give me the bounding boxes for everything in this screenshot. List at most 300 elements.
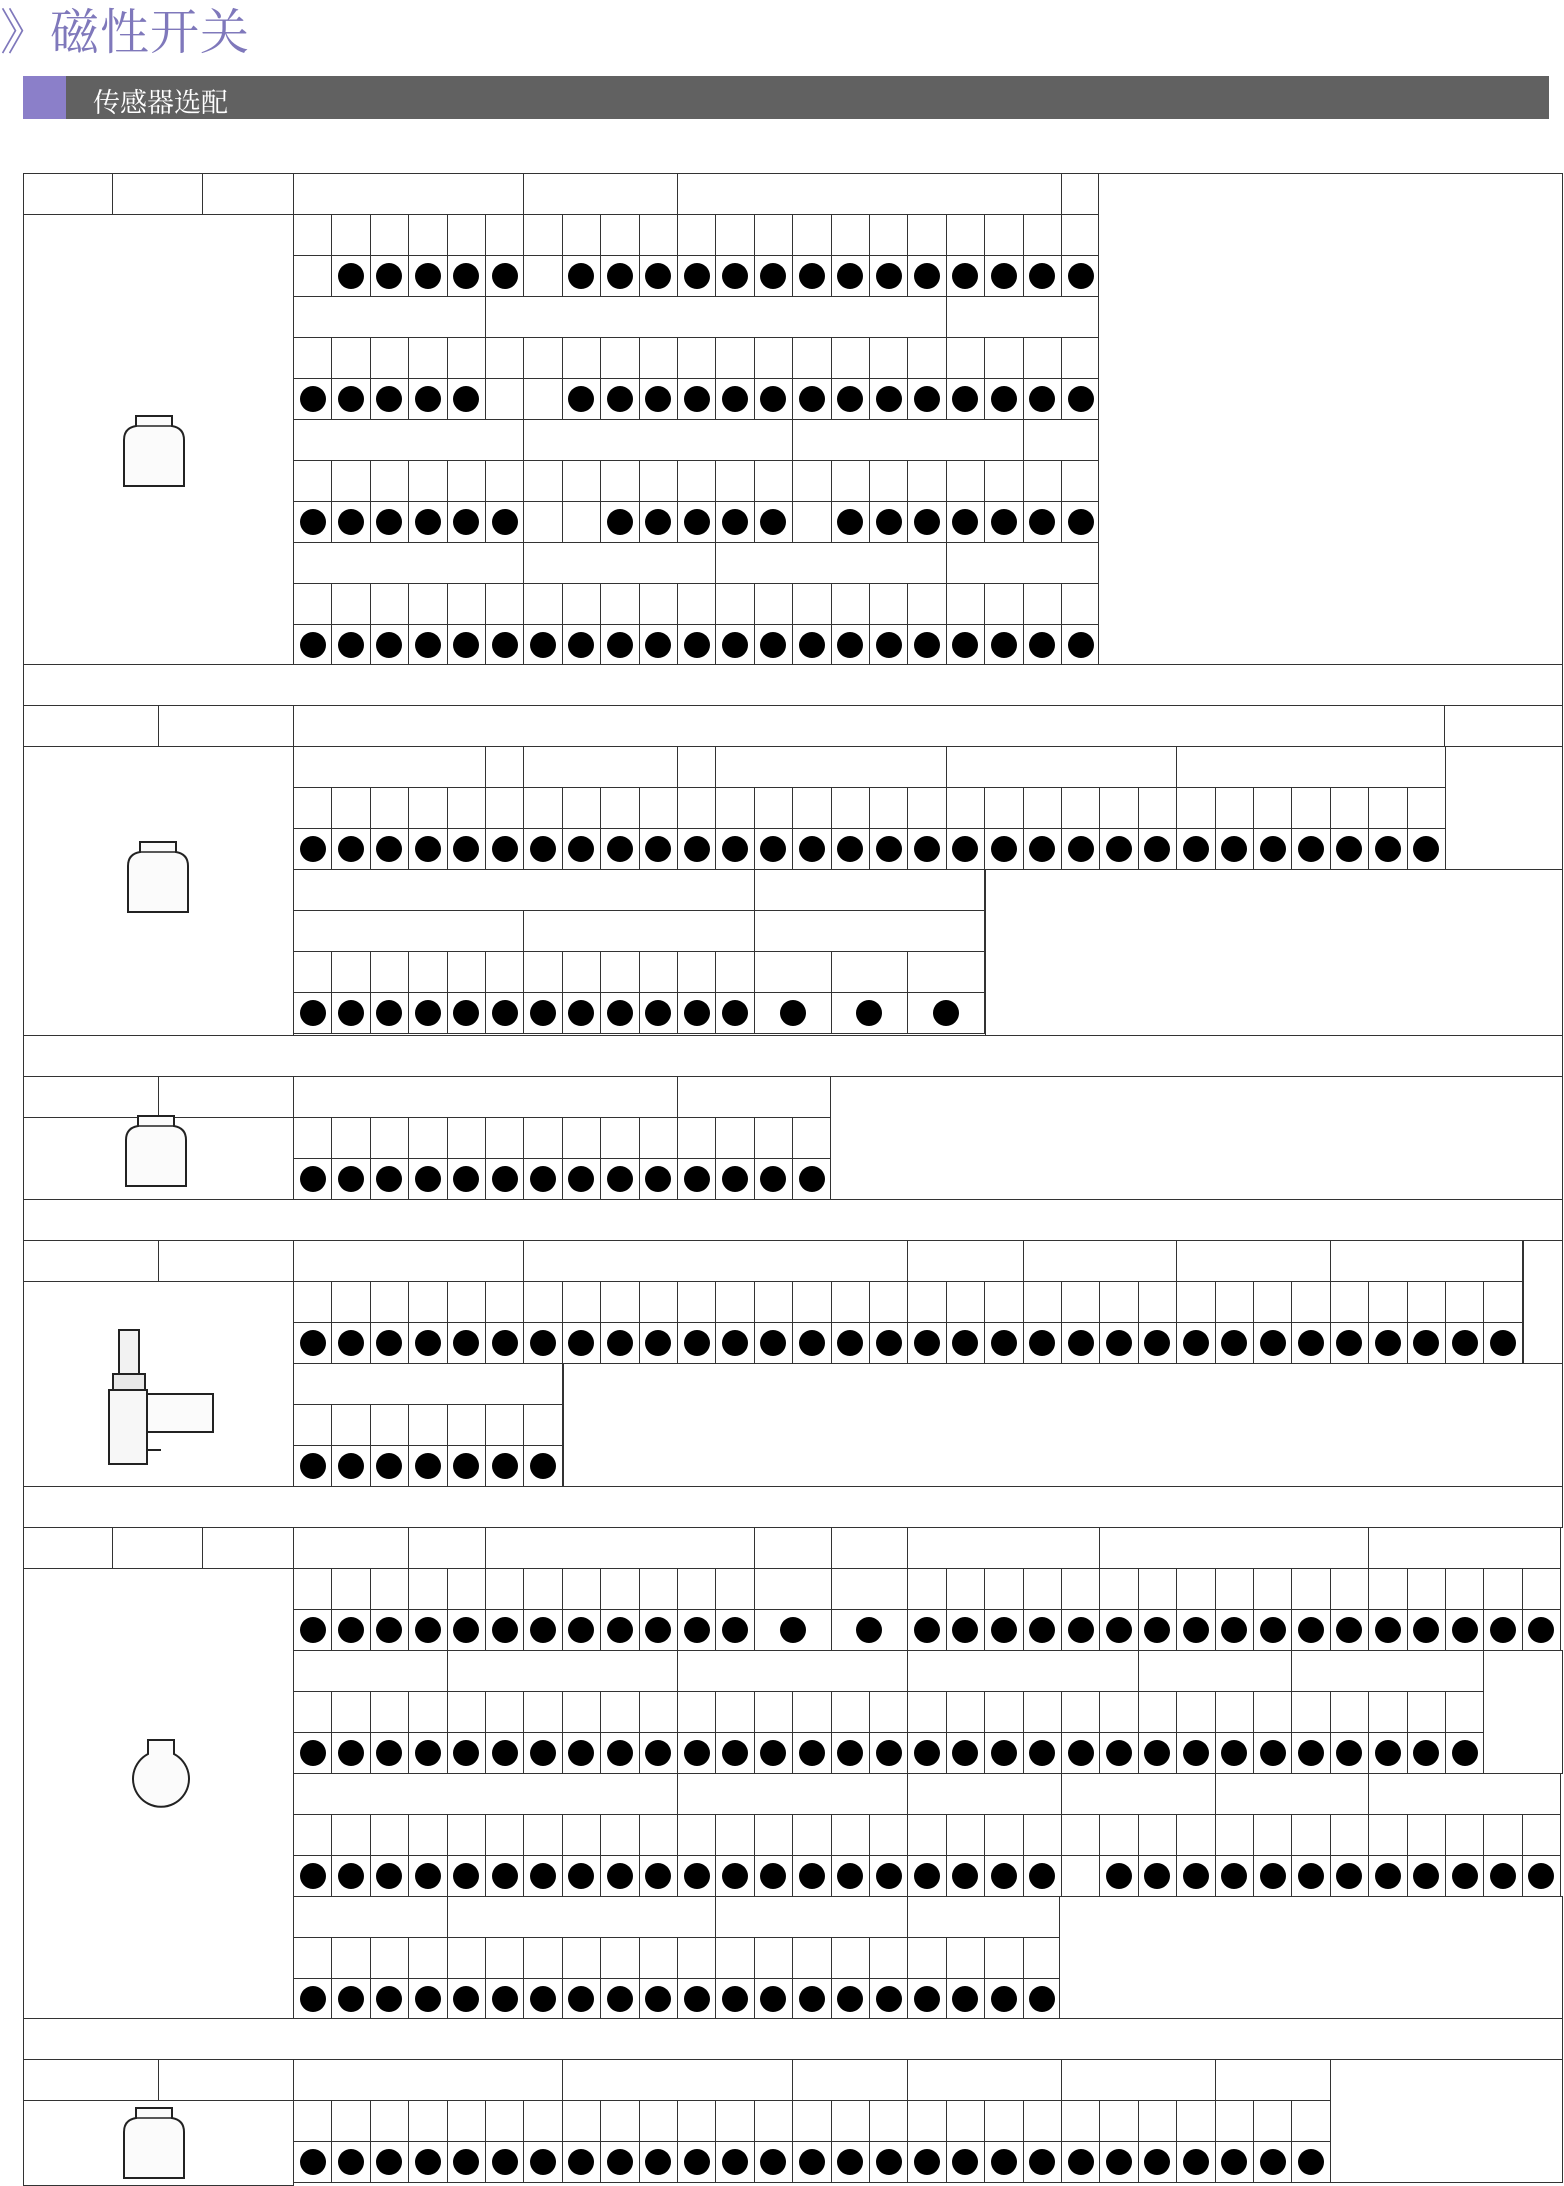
compatibility-cell: [293, 828, 332, 870]
compatibility-dot: [376, 386, 402, 412]
bore-size-cell: [984, 337, 1023, 379]
bore-size-cell: [1522, 1814, 1561, 1856]
compatibility-dot: [415, 1863, 441, 1889]
bore-size-cell: [485, 1117, 524, 1159]
bore-size-cell: [293, 951, 332, 993]
bore-size-cell: [1407, 1691, 1446, 1733]
compatibility-cell: [639, 255, 678, 297]
compatibility-cell: [715, 1978, 754, 2020]
bore-size-cell: [907, 951, 985, 993]
model-group-header: [1061, 1773, 1216, 1815]
compatibility-cell: [331, 501, 370, 543]
compatibility-dot: [952, 836, 978, 862]
bore-size-cell: [677, 951, 716, 993]
bore-size-cell: [639, 583, 678, 625]
compatibility-cell: [485, 992, 524, 1034]
bore-size-cell: [792, 1117, 831, 1159]
bore-size-cell: [485, 337, 524, 379]
compatibility-cell: [447, 624, 486, 666]
compatibility-dot: [645, 1166, 671, 1192]
compatibility-cell: [1407, 1732, 1446, 1774]
bore-size-cell: [754, 1568, 832, 1610]
compatibility-dot: [1336, 1617, 1362, 1643]
compatibility-dot: [645, 1740, 671, 1766]
bore-size-cell: [946, 337, 985, 379]
compatibility-dot: [1221, 836, 1247, 862]
bore-size-cell: [523, 337, 562, 379]
compatibility-cell: [984, 255, 1023, 297]
model-group-header: [293, 910, 524, 952]
compatibility-dot: [1260, 2149, 1286, 2175]
compatibility-dot: [684, 836, 710, 862]
compatibility-dot: [1260, 1740, 1286, 1766]
compatibility-cell: [907, 1609, 946, 1651]
compatibility-cell: [715, 1855, 754, 1897]
compatibility-dot: [760, 1863, 786, 1889]
compatibility-dot: [684, 386, 710, 412]
compatibility-dot: [760, 1740, 786, 1766]
compatibility-dot: [991, 836, 1017, 862]
model-group-header: [1368, 1773, 1561, 1815]
compatibility-cell: [639, 1158, 678, 1200]
compatibility-cell: [946, 1609, 985, 1651]
bore-size-cell: [331, 214, 370, 256]
material-header: [293, 705, 1445, 747]
bore-size-cell: [831, 214, 870, 256]
compatibility-dot: [530, 1453, 556, 1479]
compatibility-cell: [447, 1158, 486, 1200]
compatibility-dot: [799, 1863, 825, 1889]
compatibility-dot: [1336, 1863, 1362, 1889]
compatibility-dot: [300, 1740, 326, 1766]
compatibility-dot: [1068, 386, 1094, 412]
bore-size-cell: [677, 214, 716, 256]
bore-size-cell: [984, 460, 1023, 502]
compatibility-cell: [754, 1158, 793, 1200]
bore-size-cell: [600, 1117, 639, 1159]
compatibility-dot: [684, 1740, 710, 1766]
bore-size-cell: [1138, 2100, 1177, 2142]
bore-size-cell: [1176, 2100, 1215, 2142]
compatibility-cell: [869, 2141, 908, 2183]
compatibility-dot: [300, 386, 326, 412]
compatibility-cell: [293, 1732, 332, 1774]
compatibility-cell: [907, 255, 946, 297]
compatibility-cell: [639, 1322, 678, 1364]
bore-size-cell: [639, 951, 678, 993]
bore-size-cell: [1138, 1814, 1177, 1856]
compatibility-dot: [684, 1863, 710, 1889]
bore-size-cell: [485, 583, 524, 625]
compatibility-dot: [837, 1986, 863, 2012]
compatibility-dot: [338, 1453, 364, 1479]
bore-size-cell: [715, 951, 754, 993]
compatibility-cell: [754, 1978, 793, 2020]
compatibility-cell: [754, 1855, 793, 1897]
compatibility-dot: [607, 263, 633, 289]
bore-size-cell: [1253, 2100, 1292, 2142]
bore-size-cell: [1291, 787, 1330, 829]
compatibility-dot: [952, 263, 978, 289]
sensor-round-icon: [130, 1738, 192, 1812]
compatibility-cell: [485, 378, 524, 420]
bore-size-cell: [1099, 1814, 1138, 1856]
bore-size-cell: [1368, 1691, 1407, 1733]
bore-size-cell: [523, 787, 562, 829]
compatibility-dot: [933, 1000, 959, 1026]
compatibility-dot: [376, 1740, 402, 1766]
compatibility-cell: [1291, 2141, 1330, 2183]
bore-size-cell: [1138, 1281, 1177, 1323]
bore-size-cell: [408, 583, 447, 625]
bore-size-cell: [447, 1568, 486, 1610]
bore-size-cell: [600, 214, 639, 256]
compatibility-dot: [376, 1617, 402, 1643]
bore-size-cell: [1330, 1691, 1369, 1733]
compatibility-dot: [1029, 2149, 1055, 2175]
bore-size-cell: [562, 787, 601, 829]
compatibility-dot: [530, 1986, 556, 2012]
compatibility-dot: [1298, 1617, 1324, 1643]
compatibility-cell: [1330, 1855, 1369, 1897]
compatibility-cell: [754, 255, 793, 297]
compatibility-cell: [946, 255, 985, 297]
compatibility-cell: [677, 255, 716, 297]
compatibility-cell: [984, 1322, 1023, 1364]
model-group-header: [447, 1896, 717, 1938]
compatibility-cell: [1253, 1855, 1292, 1897]
bore-size-cell: [1023, 1691, 1062, 1733]
compatibility-dot: [1336, 1740, 1362, 1766]
bore-size-cell: [639, 1814, 678, 1856]
bore-size-cell: [715, 1814, 754, 1856]
compatibility-cell: [869, 1322, 908, 1364]
bore-size-cell: [1061, 1281, 1100, 1323]
compatibility-dot: [1144, 1740, 1170, 1766]
compatibility-cell: [639, 992, 678, 1034]
compatibility-cell: [1483, 1322, 1522, 1364]
bore-size-cell: [1291, 1281, 1330, 1323]
compatibility-dot: [1068, 2149, 1094, 2175]
compatibility-dot: [914, 1617, 940, 1643]
compatibility-cell: [1445, 1732, 1484, 1774]
model-group-header: [523, 173, 678, 215]
compatibility-cell: [1330, 828, 1369, 870]
compatibility-dot: [568, 1166, 594, 1192]
compatibility-dot: [453, 1330, 479, 1356]
bore-size-cell: [1176, 1568, 1215, 1610]
bore-size-cell: [677, 1281, 716, 1323]
compatibility-dot: [952, 1330, 978, 1356]
bore-size-cell: [1291, 2100, 1330, 2142]
compatibility-dot: [837, 632, 863, 658]
bore-size-cell: [715, 214, 754, 256]
bore-size-cell: [523, 1691, 562, 1733]
bore-size-cell: [831, 1937, 870, 1979]
bore-size-cell: [600, 1281, 639, 1323]
bore-size-cell: [677, 1814, 716, 1856]
compatibility-dot: [1068, 509, 1094, 535]
compatibility-cell: [984, 828, 1023, 870]
model-group-header: [293, 1240, 524, 1282]
compatibility-cell: [1291, 1322, 1330, 1364]
bore-size-cell: [677, 1568, 716, 1610]
bore-size-cell: [485, 1404, 524, 1446]
compatibility-dot: [1375, 1330, 1401, 1356]
model-group-header: [715, 746, 946, 788]
bore-size-cell: [1368, 1814, 1407, 1856]
compatibility-dot: [799, 1166, 825, 1192]
bore-size-cell: [1023, 1814, 1062, 1856]
compatibility-dot: [952, 632, 978, 658]
compatibility-cell: [754, 2141, 793, 2183]
compatibility-dot: [415, 386, 441, 412]
compatibility-dot: [952, 2149, 978, 2175]
compatibility-dot: [760, 632, 786, 658]
compatibility-cell: [639, 378, 678, 420]
bore-size-cell: [907, 1937, 946, 1979]
bore-size-cell: [1253, 1691, 1292, 1733]
compatibility-cell: [754, 1322, 793, 1364]
series-header-cmsj: [158, 1240, 294, 1282]
bore-size-cell: [907, 583, 946, 625]
bore-size-cell: [370, 1281, 409, 1323]
compatibility-dot: [338, 1330, 364, 1356]
compatibility-cell: [792, 501, 831, 543]
compatibility-cell: [485, 828, 524, 870]
compatibility-cell: [485, 1158, 524, 1200]
model-group-header: [485, 1527, 755, 1569]
compatibility-cell: [1215, 2141, 1254, 2183]
compatibility-dot: [914, 1330, 940, 1356]
compatibility-cell: [1368, 1322, 1407, 1364]
compatibility-dot: [914, 2149, 940, 2175]
compatibility-dot: [914, 386, 940, 412]
compatibility-dot: [415, 1330, 441, 1356]
compatibility-dot: [856, 1000, 882, 1026]
compatibility-cell: [1253, 2141, 1292, 2183]
compatibility-cell: [331, 1445, 370, 1487]
bore-size-cell: [1407, 1814, 1446, 1856]
bore-size-cell: [370, 1404, 409, 1446]
bore-size-cell: [792, 1281, 831, 1323]
model-group-header: [1023, 1240, 1178, 1282]
bore-size-cell: [1483, 1568, 1522, 1610]
bore-size-cell: [600, 1568, 639, 1610]
bore-size-cell: [831, 1814, 870, 1856]
compatibility-cell: [754, 501, 793, 543]
bore-size-cell: [639, 1281, 678, 1323]
bore-size-cell: [600, 1814, 639, 1856]
compatibility-cell: [1215, 828, 1254, 870]
empty-cell: [1523, 1240, 1563, 1364]
compatibility-cell: [831, 1609, 909, 1651]
compatibility-cell: [639, 624, 678, 666]
empty-cell: [1483, 1650, 1563, 1774]
bore-size-cell: [792, 460, 831, 502]
bore-size-cell: [831, 460, 870, 502]
compatibility-cell: [1138, 1322, 1177, 1364]
compatibility-cell: [1483, 1855, 1522, 1897]
bore-size-cell: [523, 1404, 562, 1446]
bore-size-cell: [1407, 787, 1446, 829]
model-group-header: [907, 1896, 1062, 1938]
bore-size-cell: [562, 1691, 601, 1733]
compatibility-cell: [907, 992, 985, 1034]
bore-size-cell: [1330, 1568, 1369, 1610]
compatibility-dot: [1375, 1863, 1401, 1889]
compatibility-cell: [523, 2141, 562, 2183]
compatibility-cell: [715, 992, 754, 1034]
compatibility-dot: [376, 1986, 402, 2012]
model-group-header: [1061, 2059, 1216, 2101]
compatibility-cell: [1176, 828, 1215, 870]
compatibility-cell: [600, 378, 639, 420]
bore-size-cell: [639, 2100, 678, 2142]
compatibility-dot: [415, 1000, 441, 1026]
bore-size-cell: [754, 1814, 793, 1856]
series-header-cmsg: [158, 705, 294, 747]
compatibility-cell: [1023, 378, 1062, 420]
compatibility-cell: [331, 992, 370, 1034]
compatibility-cell: [715, 1732, 754, 1774]
bore-size-cell: [792, 787, 831, 829]
bore-size-cell: [1368, 1568, 1407, 1610]
compatibility-cell: [1215, 1732, 1254, 1774]
bore-size-cell: [447, 214, 486, 256]
compatibility-dot: [300, 509, 326, 535]
compatibility-cell: [1061, 1322, 1100, 1364]
compatibility-dot: [607, 1166, 633, 1192]
compatibility-cell: [869, 501, 908, 543]
series-header-emsh: [202, 1527, 294, 1569]
compatibility-dot: [453, 509, 479, 535]
compatibility-cell: [562, 1855, 601, 1897]
compatibility-cell: [485, 1855, 524, 1897]
compatibility-dot: [376, 509, 402, 535]
bore-size-cell: [1483, 1814, 1522, 1856]
bore-size-cell: [562, 337, 601, 379]
compatibility-cell: [331, 1158, 370, 1200]
compatibility-dot: [914, 1863, 940, 1889]
compatibility-dot: [453, 2149, 479, 2175]
compatibility-cell: [408, 1322, 447, 1364]
bore-size-cell: [485, 951, 524, 993]
compatibility-cell: [715, 1158, 754, 1200]
compatibility-dot: [415, 1166, 441, 1192]
compatibility-cell: [639, 2141, 678, 2183]
compatibility-dot: [1106, 1863, 1132, 1889]
bore-size-cell: [907, 337, 946, 379]
bore-size-cell: [562, 583, 601, 625]
bore-size-cell: [370, 583, 409, 625]
model-group-header: [754, 1527, 832, 1569]
bore-size-cell: [1023, 1281, 1062, 1323]
compatibility-cell: [1138, 2141, 1177, 2183]
bore-size-cell: [1215, 1281, 1254, 1323]
compatibility-dot: [760, 2149, 786, 2175]
bore-size-cell: [831, 337, 870, 379]
compatibility-cell: [1330, 1732, 1369, 1774]
empty-cell: [1445, 746, 1563, 870]
compatibility-cell: [715, 1322, 754, 1364]
compatibility-dot: [415, 836, 441, 862]
compatibility-cell: [370, 828, 409, 870]
compatibility-dot: [1375, 1740, 1401, 1766]
bore-size-cell: [447, 1814, 486, 1856]
compatibility-dot: [722, 1617, 748, 1643]
compatibility-cell: [370, 255, 409, 297]
bore-size-cell: [869, 787, 908, 829]
compatibility-dot: [1452, 1330, 1478, 1356]
compatibility-cell: [293, 1445, 332, 1487]
compatibility-cell: [984, 1855, 1023, 1897]
bore-size-cell: [293, 583, 332, 625]
compatibility-cell: [715, 255, 754, 297]
bore-size-cell: [562, 2100, 601, 2142]
compatibility-cell: [946, 1732, 985, 1774]
compatibility-dot: [837, 836, 863, 862]
compatibility-dot: [338, 509, 364, 535]
compatibility-cell: [907, 378, 946, 420]
compatibility-cell: [1291, 828, 1330, 870]
compatibility-dot: [607, 1000, 633, 1026]
bore-size-cell: [447, 460, 486, 502]
bore-size-cell: [754, 1691, 793, 1733]
compatibility-dot: [684, 2149, 710, 2175]
compatibility-cell: [1368, 1732, 1407, 1774]
compatibility-cell: [562, 501, 601, 543]
compatibility-dot: [492, 1453, 518, 1479]
compatibility-dot: [530, 1863, 556, 1889]
bore-size-cell: [1291, 1568, 1330, 1610]
compatibility-cell: [984, 1609, 1023, 1651]
compatibility-dot: [1029, 1740, 1055, 1766]
compatibility-cell: [639, 1732, 678, 1774]
compatibility-cell: [792, 624, 831, 666]
compatibility-dot: [760, 386, 786, 412]
bore-size-cell: [907, 1814, 946, 1856]
compatibility-cell: [485, 624, 524, 666]
model-group-header: [293, 746, 486, 788]
compatibility-dot: [1375, 1617, 1401, 1643]
compatibility-cell: [447, 1855, 486, 1897]
compatibility-cell: [1138, 1609, 1177, 1651]
bore-size-cell: [754, 583, 793, 625]
compatibility-dot: [415, 2149, 441, 2175]
compatibility-dot: [1144, 1617, 1170, 1643]
compatibility-dot: [1452, 1617, 1478, 1643]
compatibility-cell: [907, 1855, 946, 1897]
compatibility-cell: [447, 1445, 486, 1487]
compatibility-dot: [684, 509, 710, 535]
compatibility-cell: [677, 1732, 716, 1774]
bore-size-cell: [792, 1691, 831, 1733]
bore-size-cell: [677, 1937, 716, 1979]
bore-size-cell: [331, 1814, 370, 1856]
compatibility-dot: [415, 632, 441, 658]
bore-size-cell: [754, 214, 793, 256]
compatibility-cell: [754, 1609, 832, 1651]
series-header-cmsg: [158, 1076, 294, 1118]
bore-size-cell: [523, 583, 562, 625]
bore-size-cell: [562, 1814, 601, 1856]
compatibility-dot: [1183, 2149, 1209, 2175]
compatibility-dot: [568, 632, 594, 658]
compatibility-cell: [1023, 1322, 1062, 1364]
compatibility-dot: [799, 1330, 825, 1356]
bore-size-cell: [1099, 1281, 1138, 1323]
